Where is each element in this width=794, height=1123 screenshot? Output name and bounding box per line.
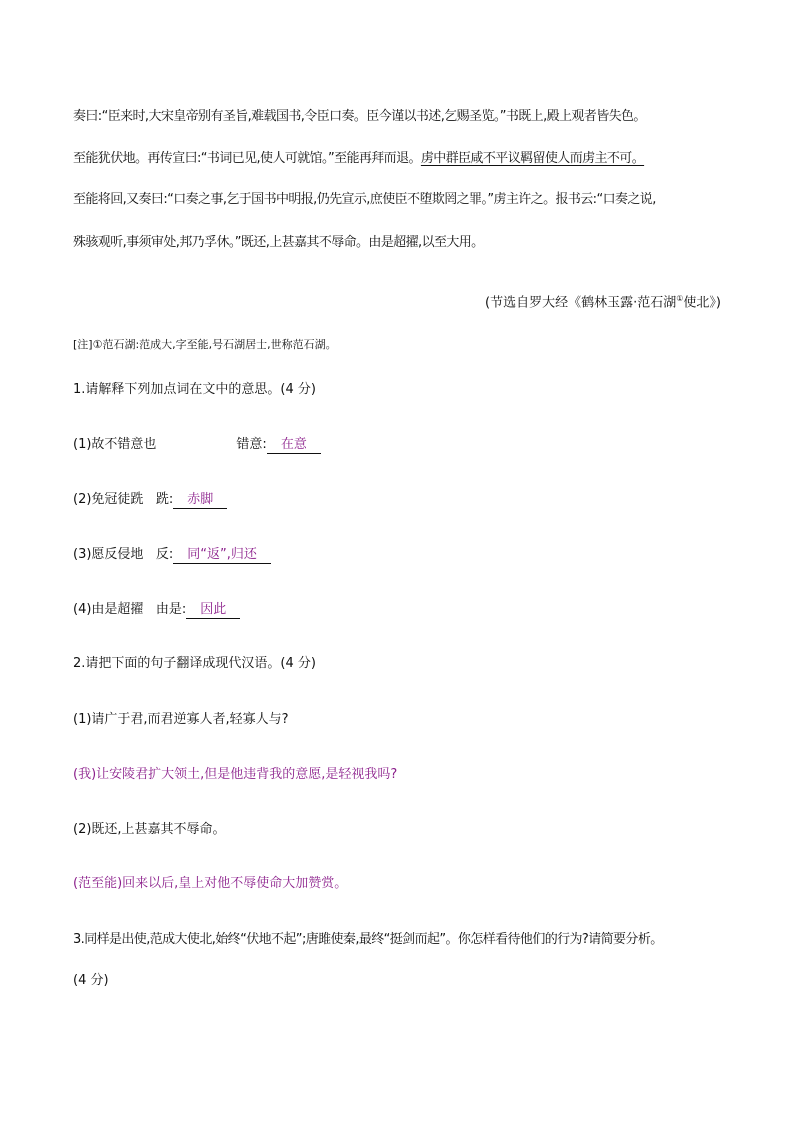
q1-item-2 bbox=[73, 492, 227, 509]
q1-item-1-phrase: (1)故不错意也 bbox=[73, 437, 157, 452]
q3-title: 3.同样是出使,范成大使北,始终“伏地不起”;唐雎使秦,最终“挺剑而起”。你怎样看待他们的行为?请简要分析。 bbox=[73, 932, 663, 947]
q1-item-1-word: 错意: bbox=[236, 437, 267, 452]
passage-source bbox=[485, 291, 721, 311]
q1-item-3 bbox=[73, 547, 271, 564]
source-text: (节选自罗大经《鹤林玉露·范石湖 bbox=[485, 295, 677, 311]
q1-item-4 bbox=[73, 602, 240, 619]
q2-sentence-1: (1)请广于君,而君逆寡人者,轻寡人与? bbox=[73, 712, 289, 727]
passage-line-2-text: 至能犹伏地。再传宣曰:“书词已见,使人可就馆。”至能再拜而退。 bbox=[73, 151, 421, 166]
q1-item-2-word: 跣: bbox=[155, 492, 174, 507]
q1-item-3-phrase: (3)愿反侵地 bbox=[73, 547, 144, 562]
passage-line-2 bbox=[73, 151, 644, 167]
passage-line-3: 至能将回,又奏曰:“口奏之事,乞于国书中明报,仍先宣示,庶使臣不堕欺罔之罪。”虏主许之。报书云:“口奏之说, bbox=[73, 192, 656, 207]
q2-answer-1: (我)让安陵君扩大领土,但是他违背我的意愿,是轻视我吗? bbox=[73, 767, 398, 782]
passage-line-4: 殊骇观听,事须审处,邦乃孚休。”既还,上甚嘉其不辱命。由是超擢,以至大用。 bbox=[73, 235, 484, 250]
q1-item-3-word: 反: bbox=[155, 547, 174, 562]
footnote: [注]①范石湖:范成大,字至能,号石湖居士,世称范石湖。 bbox=[73, 338, 337, 351]
q1-item-4-phrase: (4)由是超擢 bbox=[73, 602, 144, 617]
q3-points: (4 分) bbox=[73, 973, 109, 988]
passage-line-1: 奏曰:“臣来时,大宋皇帝别有圣旨,难载国书,令臣口奏。臣今谨以书述,乞赐圣览。”书既上,殿上观者皆失色。 bbox=[73, 109, 646, 124]
passage-underlined-sentence: 虏中群臣咸不平议羁留使人而虏主不可。 bbox=[420, 151, 645, 166]
q1-item-2-phrase: (2)免冠徒跣 bbox=[73, 492, 144, 507]
q1-item-1-answer: 在意 bbox=[267, 437, 321, 454]
q1-item-3-answer: 同“返”,归还 bbox=[173, 547, 271, 564]
source-text-end: 使北》) bbox=[683, 295, 721, 311]
q1-title: 1.请解释下列加点词在文中的意思。(4 分) bbox=[73, 382, 316, 397]
q1-item-1 bbox=[73, 437, 321, 454]
source-footnote-mark: ① bbox=[676, 294, 684, 303]
q1-item-4-word: 由是: bbox=[155, 602, 187, 617]
q2-title: 2.请把下面的句子翻译成现代汉语。(4 分) bbox=[73, 656, 316, 671]
q2-sentence-2: (2)既还,上甚嘉其不辱命。 bbox=[73, 822, 226, 837]
q2-answer-2: (范至能)回来以后,皇上对他不辱使命大加赞赏。 bbox=[73, 876, 348, 891]
q1-item-2-answer: 赤脚 bbox=[173, 492, 227, 509]
q1-item-4-answer: 因此 bbox=[186, 602, 240, 619]
